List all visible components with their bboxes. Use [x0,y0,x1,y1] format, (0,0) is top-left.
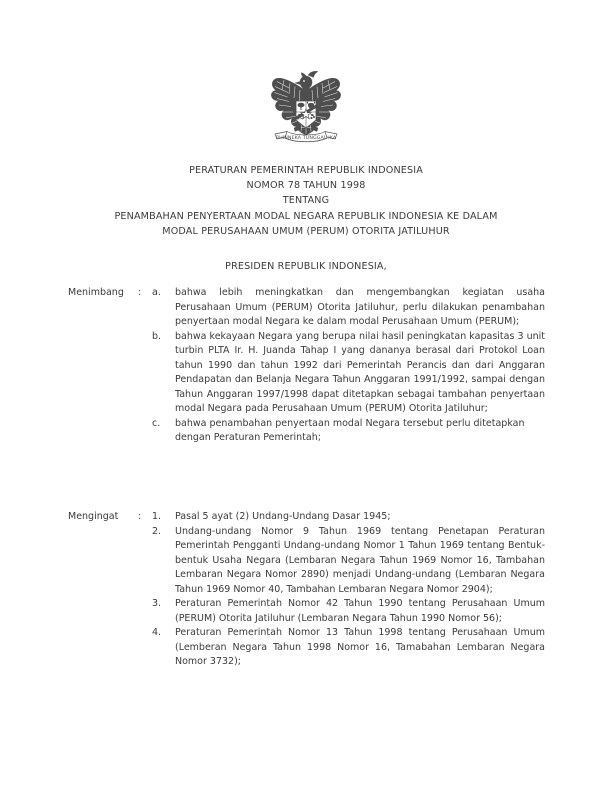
list-item [68,525,545,598]
section-label-mengingat: Mengingat [68,511,119,522]
section-menimbang [68,286,545,446]
document-title-block [46,163,566,239]
garuda-pancasila-emblem [264,68,348,150]
title-line-subject-2: MODAL PERUSAHAAN UMUM (PERUM) OTORITA JATILUHUR [162,225,450,237]
section-label-menimbang: Menimbang [68,287,124,298]
list-item [68,597,545,626]
title-line-about: TENTANG [282,195,330,207]
section-colon-menimbang: : [138,287,142,298]
svg-text:BHINNEKA TUNGGAL IKA: BHINNEKA TUNGGAL IKA [275,136,337,141]
item-text-4: Peraturan Pemerintah Nomor 13 Tahun 1998 tentang Perusahaan Umum (Lemberan Negara Tahun 1998 Nomor 16, Tamabahan Lembaran Negara Nomor 3732); [175,627,545,667]
item-text-1: Pasal 5 ayat (2) Undang-Undang Dasar 1945; [175,511,391,522]
menimbang-items-list [68,286,545,446]
title-line-regulation-type: PERATURAN PEMERINTAH REPUBLIK INDONESIA [189,165,423,176]
item-marker-1: 1. [152,511,162,522]
mengingat-items-list [68,510,545,670]
list-item [68,626,545,670]
item-text-3: Peraturan Pemerintah Nomor 42 Tahun 1990 tentang Perusahaan Umum (PERUM) Otorita Jatiluhur (Lembaran Negara Tahun 1990 Nomor 56); [175,598,545,624]
section-mengingat [68,510,545,670]
title-line-subject-1: PENAMBAHAN PENYERTAAN MODAL NEGARA REPUBLIK INDONESIA KE DALAM [114,210,498,222]
list-item [68,286,545,330]
item-marker-3: 3. [152,598,162,609]
item-text-a: bahwa lebih meningkatkan dan mengembangkan kegiatan usaha Perusahaan Umum (PERUM) Otorita Jatiluhur, perlu dilakukan penambahan penyertaan modal Negara ke dalam modal Perusahaan Umum (PERUM); [175,287,545,327]
emblem-container [0,68,612,150]
item-marker-a: a. [152,287,161,298]
item-text-b: bahwa kekayaan Negara yang berupa nilai hasil peningkatan kapasitas 3 unit turbin PLTA Ir. H. Juanda Tahap I yang dananya berasal dari Protokol Loan tahun 1990 dan tahun 1992 dari Pemerintah Perancis dan dari Anggaran Pendapatan dan Belanja Negara Tahun Anggaran 1991/1992, sampai dengan Tahun Anggaran 1997/1998 dapat ditetapkan sebagai tambahan penyertaan modal Negara pada Perusahaan Umum (PERUM) Otorita Jatiluhur; [175,330,545,414]
section-colon-mengingat: : [138,511,142,522]
list-item [68,417,545,446]
list-item [68,510,545,525]
authority-line: PRESIDEN REPUBLIK INDONESIA, [225,261,387,272]
item-marker-4: 4. [152,627,162,638]
item-text-2: Undang-undang Nomor 9 Tahun 1969 tentang Penetapan Peraturan Pemerintah Pengganti Undang-undang Nomor 1 Tahun 1969 tentang Bentuk-bentuk Usaha Negara (Lembaran Negara Tahun 1969 Nomor 16, Tambahan Lembaran Negara Nomor 2890) menjadi Undang-undang (Lembaran Negara Tahun 1969 Nomor 40, Tambahan Lembaran Negara Nomor 2904); [175,525,545,595]
item-marker-b: b. [152,330,162,342]
item-marker-2: 2. [152,525,162,537]
item-text-c: bahwa penambahan penyertaan modal Negara tersebut perlu ditetapkan dengan Peraturan Pemerintah; [175,417,525,443]
title-line-number-year: NOMOR 78 TAHUN 1998 [246,180,366,192]
item-marker-c: c. [152,417,161,429]
list-item [68,330,545,417]
